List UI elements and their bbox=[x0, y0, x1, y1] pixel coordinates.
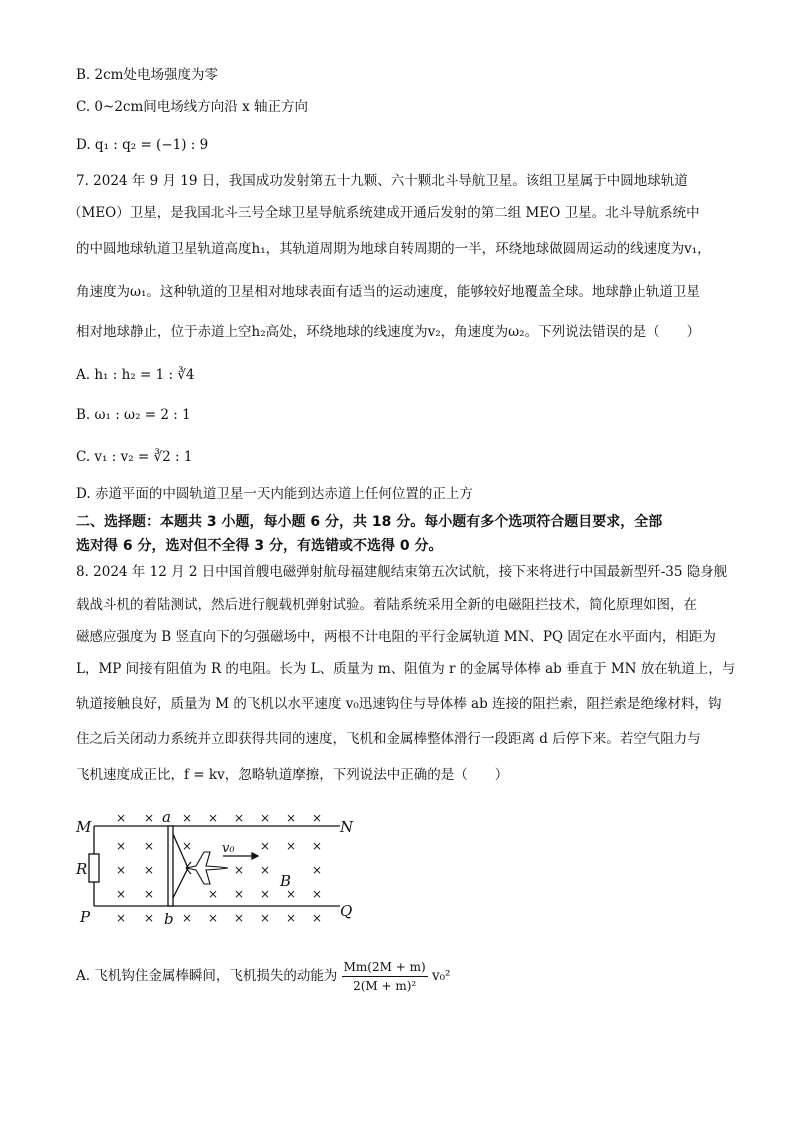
aircraft-icon bbox=[186, 852, 228, 884]
field-cross: × bbox=[234, 911, 245, 925]
field-cross: × bbox=[286, 839, 297, 853]
q8-option-a bbox=[76, 958, 450, 995]
field-cross: × bbox=[286, 911, 297, 925]
field-cross: × bbox=[208, 887, 219, 901]
q6-option-b: B. 2cm处电场强度为零 bbox=[76, 67, 218, 83]
field-cross: × bbox=[312, 863, 323, 877]
rail-diagram bbox=[70, 806, 360, 926]
q7-option-c: C. v₁ : v₂ = ∛2 : 1 bbox=[76, 449, 193, 465]
label-b: b bbox=[164, 910, 174, 926]
q8-stem-line: 轨道接触良好，质量为 M 的飞机以水平速度 v₀迅速钩住与导体棒 ab 连接的阻拦索，阻拦索是绝缘材料，钩 bbox=[76, 696, 722, 712]
field-cross: × bbox=[260, 911, 271, 925]
q8-stem-line: 飞机速度成正比，f = kv，忽略轨道摩擦，下列说法中正确的是（ ） bbox=[76, 767, 509, 783]
field-cross: × bbox=[208, 911, 219, 925]
section-heading: 选对得 6 分，选对但不全得 3 分，有选错或不选得 0 分。 bbox=[76, 538, 443, 554]
q7-option-d: D. 赤道平面的中圆轨道卫星一天内能到达赤道上任何位置的正上方 bbox=[76, 486, 473, 502]
field-cross: × bbox=[116, 863, 127, 877]
field-cross: × bbox=[234, 887, 245, 901]
field-cross: × bbox=[182, 839, 193, 853]
q7-stem-line: 的中圆地球轨道卫星轨道高度h₁，其轨道周期为地球自转周期的一半，环绕地球做圆周运动的线速度为v₁， bbox=[76, 241, 711, 257]
field-cross: × bbox=[116, 887, 127, 901]
q8-option-a-text: A. 飞机钩住金属棒瞬间，飞机损失的动能为 bbox=[76, 968, 338, 984]
field-cross: × bbox=[182, 911, 193, 925]
field-cross: × bbox=[234, 863, 245, 877]
q8-stem-line: 住之后关闭动力系统并立即获得共同的速度，飞机和金属棒整体滑行一段距离 d 后停下来。若空气阻力与 bbox=[76, 731, 701, 747]
field-cross: × bbox=[260, 887, 271, 901]
q8-stem-line: L，MP 间接有阻值为 R 的电阻。长为 L、质量为 m、阻值为 r 的金属导体棒 ab 垂直于 MN 放在轨道上，与 bbox=[76, 661, 736, 677]
field-cross: × bbox=[144, 839, 155, 853]
field-cross: × bbox=[182, 811, 193, 825]
field-cross: × bbox=[144, 811, 155, 825]
q7-option-b: B. ω₁ : ω₂ = 2 : 1 bbox=[76, 407, 191, 423]
label-p: P bbox=[80, 908, 91, 926]
label-r: R bbox=[76, 860, 88, 878]
section-heading: 二、选择题：本题共 3 小题，每小题 6 分，共 18 分。每小题有多个选项符合题目要求，全部 bbox=[76, 514, 663, 530]
q8-option-a-fraction bbox=[342, 958, 428, 995]
field-cross: × bbox=[312, 887, 323, 901]
field-cross: × bbox=[286, 811, 297, 825]
field-cross: × bbox=[144, 911, 155, 925]
label-a: a bbox=[162, 808, 171, 826]
q6-option-c: C. 0~2cm间电场线方向沿 x 轴正方向 bbox=[76, 99, 308, 115]
field-cross: × bbox=[234, 811, 245, 825]
q8-option-a-tail: v₀² bbox=[431, 968, 451, 984]
fraction-denominator: 2(M + m)² bbox=[353, 979, 417, 993]
field-cross: × bbox=[144, 863, 155, 877]
field-cross: × bbox=[116, 911, 127, 925]
field-cross: × bbox=[312, 839, 323, 853]
q7-stem-line: 7. 2024 年 9 月 19 日，我国成功发射第五十九颗、六十颗北斗导航卫星。该组卫星属于中圆地球轨道 bbox=[76, 173, 688, 189]
field-cross: × bbox=[208, 811, 219, 825]
q8-stem-line: 载战斗机的着陆测试，然后进行舰载机弹射试验。着陆系统采用全新的电磁阻拦技术，简化原理如图，在 bbox=[76, 597, 697, 613]
q8-stem-line: 磁感应强度为 B 竖直向下的匀强磁场中，两根不计电阻的平行金属轨道 MN、PQ 固定在水平面内，相距为 bbox=[76, 629, 716, 645]
field-cross: × bbox=[312, 811, 323, 825]
label-v0: v₀ bbox=[222, 841, 235, 856]
label-n: N bbox=[340, 818, 354, 836]
q6-option-d: D. q₁ : q₂ = (−1) : 9 bbox=[76, 137, 209, 153]
label-q: Q bbox=[340, 902, 353, 920]
q7-stem-line: （MEO）卫星，是我国北斗三号全球卫星导航系统建成开通后发射的第二组 MEO 卫星。北斗导航系统中 bbox=[68, 205, 700, 221]
q8-stem-line: 8. 2024 年 12 月 2 日中国首艘电磁弹射航母福建舰结束第五次试航，接下来将进行中国最新型歼-35 隐身舰 bbox=[76, 564, 728, 580]
field-cross: × bbox=[260, 811, 271, 825]
field-cross: × bbox=[260, 863, 271, 877]
field-cross: × bbox=[286, 887, 297, 901]
field-cross: × bbox=[116, 811, 127, 825]
label-b-field: B bbox=[280, 872, 292, 890]
field-cross: × bbox=[312, 911, 323, 925]
q7-option-a: A. h₁ : h₂ = 1 : ∛4 bbox=[76, 367, 195, 383]
fraction-numerator: Mm(2M + m) bbox=[342, 958, 428, 977]
field-cross: × bbox=[116, 839, 127, 853]
q7-stem-line: 角速度为ω₁。这种轨道的卫星相对地球表面有适当的运动速度，能够较好地覆盖全球。地球静止轨道卫星 bbox=[76, 284, 700, 300]
q7-stem-line: 相对地球静止，位于赤道上空h₂高处，环绕地球的线速度为v₂，角速度为ω₂。下列说法错误的是（ ） bbox=[76, 324, 701, 340]
field-cross: × bbox=[260, 839, 271, 853]
label-m: M bbox=[76, 818, 92, 836]
field-cross: × bbox=[144, 887, 155, 901]
